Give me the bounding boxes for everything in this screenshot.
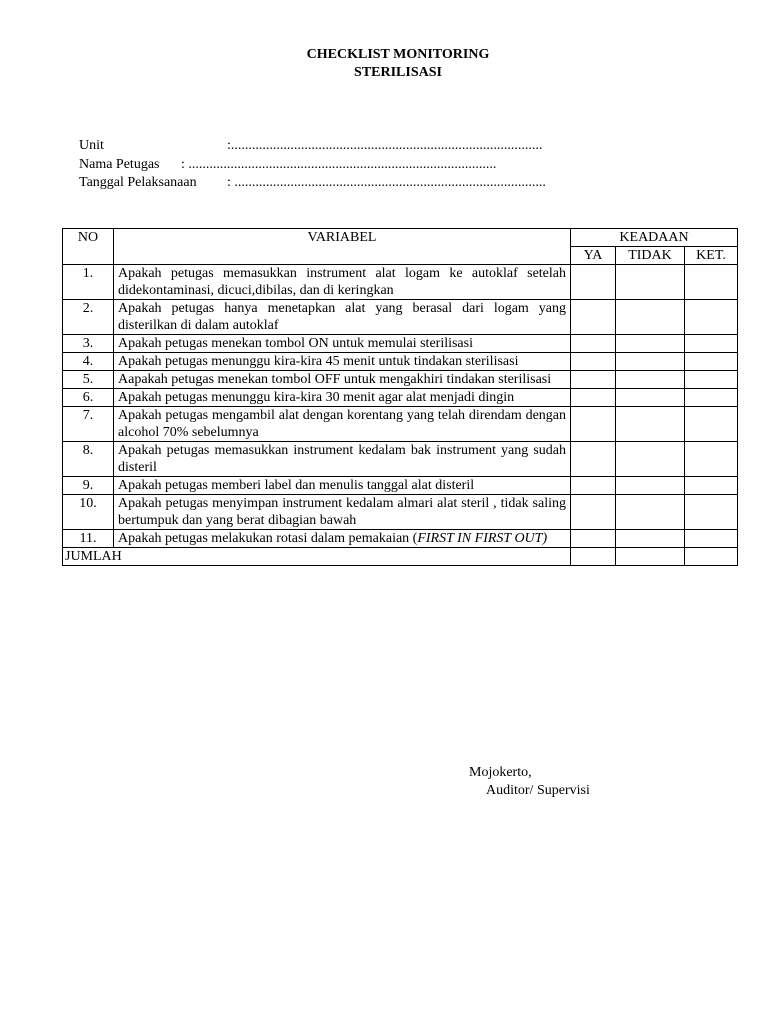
- jumlah-label: JUMLAH: [63, 548, 571, 566]
- row-number: 1.: [63, 265, 114, 300]
- cell-ket[interactable]: [685, 442, 738, 477]
- cell-ket[interactable]: [685, 353, 738, 371]
- row-variabel: Aapakah petugas menekan tombol OFF untuk mengakhiri tindakan sterilisasi: [114, 371, 571, 389]
- header-variabel: VARIABEL: [114, 229, 571, 265]
- table-row: [63, 265, 738, 300]
- row-variabel: Apakah petugas memasukkan instrument kedalam bak instrument yang sudah disteril: [114, 442, 571, 477]
- info-label-tanggal: Tanggal Pelaksanaan: [79, 175, 197, 190]
- table-row: [63, 335, 738, 353]
- cell-tidak[interactable]: [616, 389, 685, 407]
- cell-ya[interactable]: [571, 265, 616, 300]
- cell-tidak[interactable]: [616, 495, 685, 530]
- header-ya: YA: [571, 247, 616, 265]
- cell-ya[interactable]: [571, 353, 616, 371]
- cell-ket[interactable]: [685, 265, 738, 300]
- row-number: 8.: [63, 442, 114, 477]
- cell-ket[interactable]: [685, 477, 738, 495]
- row-variabel: Apakah petugas menyimpan instrument kedalam almari alat steril , tidak saling bertumpuk dan yang berat dibagian bawah: [114, 495, 571, 530]
- cell-tidak[interactable]: [616, 407, 685, 442]
- cell-ket[interactable]: [685, 530, 738, 548]
- jumlah-tidak[interactable]: [616, 548, 685, 566]
- title-line-1: CHECKLIST MONITORING: [306, 47, 490, 62]
- cell-tidak[interactable]: [616, 300, 685, 335]
- cell-tidak[interactable]: [616, 265, 685, 300]
- cell-ya[interactable]: [571, 371, 616, 389]
- table-row: [63, 495, 738, 530]
- cell-ket[interactable]: [685, 407, 738, 442]
- row-variabel: [114, 530, 571, 548]
- table-row: [63, 389, 738, 407]
- cell-ya[interactable]: [571, 477, 616, 495]
- row-variabel: Apakah petugas hanya menetapkan alat yang berasal dari logam yang disterilkan di dalam autoklaf: [114, 300, 571, 335]
- row-variabel: Apakah petugas menunggu kira-kira 45 menit untuk tindakan sterilisasi: [114, 353, 571, 371]
- info-label-nama-petugas: Nama Petugas: [79, 156, 160, 172]
- table-row: [63, 407, 738, 442]
- table-footer-row: [63, 548, 738, 566]
- signature-role: Auditor/ Supervisi: [486, 783, 590, 798]
- cell-ya[interactable]: [571, 495, 616, 530]
- row-number: 3.: [63, 335, 114, 353]
- row-variabel-italic: FIRST IN FIRST OUT): [417, 531, 548, 546]
- row-number: 11.: [63, 530, 114, 548]
- cell-tidak[interactable]: [616, 530, 685, 548]
- table-row: [63, 530, 738, 548]
- jumlah-ket[interactable]: [685, 548, 738, 566]
- cell-ya[interactable]: [571, 407, 616, 442]
- info-value-tanggal: : .........................................................................................: [227, 175, 546, 190]
- table-row: [63, 371, 738, 389]
- info-value-unit: :.........................................................................................: [227, 138, 543, 153]
- signature-block: [469, 764, 590, 800]
- header-tidak: TIDAK: [616, 247, 685, 265]
- cell-ya[interactable]: [571, 300, 616, 335]
- row-number: 5.: [63, 371, 114, 389]
- cell-tidak[interactable]: [616, 477, 685, 495]
- row-variabel: Apakah petugas memberi label dan menulis tanggal alat disteril: [114, 477, 571, 495]
- cell-ket[interactable]: [685, 300, 738, 335]
- cell-ket[interactable]: [685, 495, 738, 530]
- row-variabel: Apakah petugas memasukkan instrument alat logam ke autoklaf setelah didekontaminasi, dicuci,dibilas, dan di keringkan: [114, 265, 571, 300]
- cell-tidak[interactable]: [616, 353, 685, 371]
- cell-ya[interactable]: [571, 442, 616, 477]
- row-number: 2.: [63, 300, 114, 335]
- row-number: 10.: [63, 495, 114, 530]
- table-row: [63, 442, 738, 477]
- header-keadaan: KEADAAN: [571, 229, 738, 247]
- row-variabel: Apakah petugas mengambil alat dengan korentang yang telah direndam dengan alcohol 70% sebelumnya: [114, 407, 571, 442]
- cell-ya[interactable]: [571, 530, 616, 548]
- row-number: 9.: [63, 477, 114, 495]
- cell-ya[interactable]: [571, 389, 616, 407]
- table-row: [63, 300, 738, 335]
- cell-ket[interactable]: [685, 389, 738, 407]
- title-line-2: STERILISASI: [354, 65, 442, 80]
- row-variabel-text: Apakah petugas melakukan rotasi dalam pemakaian (: [118, 531, 418, 546]
- jumlah-ya[interactable]: [571, 548, 616, 566]
- table-row: [63, 477, 738, 495]
- row-number: 4.: [63, 353, 114, 371]
- cell-tidak[interactable]: [616, 335, 685, 353]
- table-row: [63, 353, 738, 371]
- cell-ket[interactable]: [685, 371, 738, 389]
- header-ket: KET.: [685, 247, 738, 265]
- row-number: 7.: [63, 407, 114, 442]
- row-variabel: Apakah petugas menunggu kira-kira 30 menit agar alat menjadi dingin: [114, 389, 571, 407]
- info-label-unit: Unit: [79, 138, 104, 153]
- cell-ket[interactable]: [685, 335, 738, 353]
- info-value-nama-petugas: : ........................................................................................: [181, 156, 497, 172]
- cell-tidak[interactable]: [616, 371, 685, 389]
- cell-ya[interactable]: [571, 335, 616, 353]
- signature-place: Mojokerto,: [469, 765, 532, 780]
- header-no: NO: [63, 229, 114, 265]
- document-title: [0, 46, 768, 82]
- cell-tidak[interactable]: [616, 442, 685, 477]
- row-number: 6.: [63, 389, 114, 407]
- checklist-table: [62, 228, 738, 566]
- row-variabel: Apakah petugas menekan tombol ON untuk memulai sterilisasi: [114, 335, 571, 353]
